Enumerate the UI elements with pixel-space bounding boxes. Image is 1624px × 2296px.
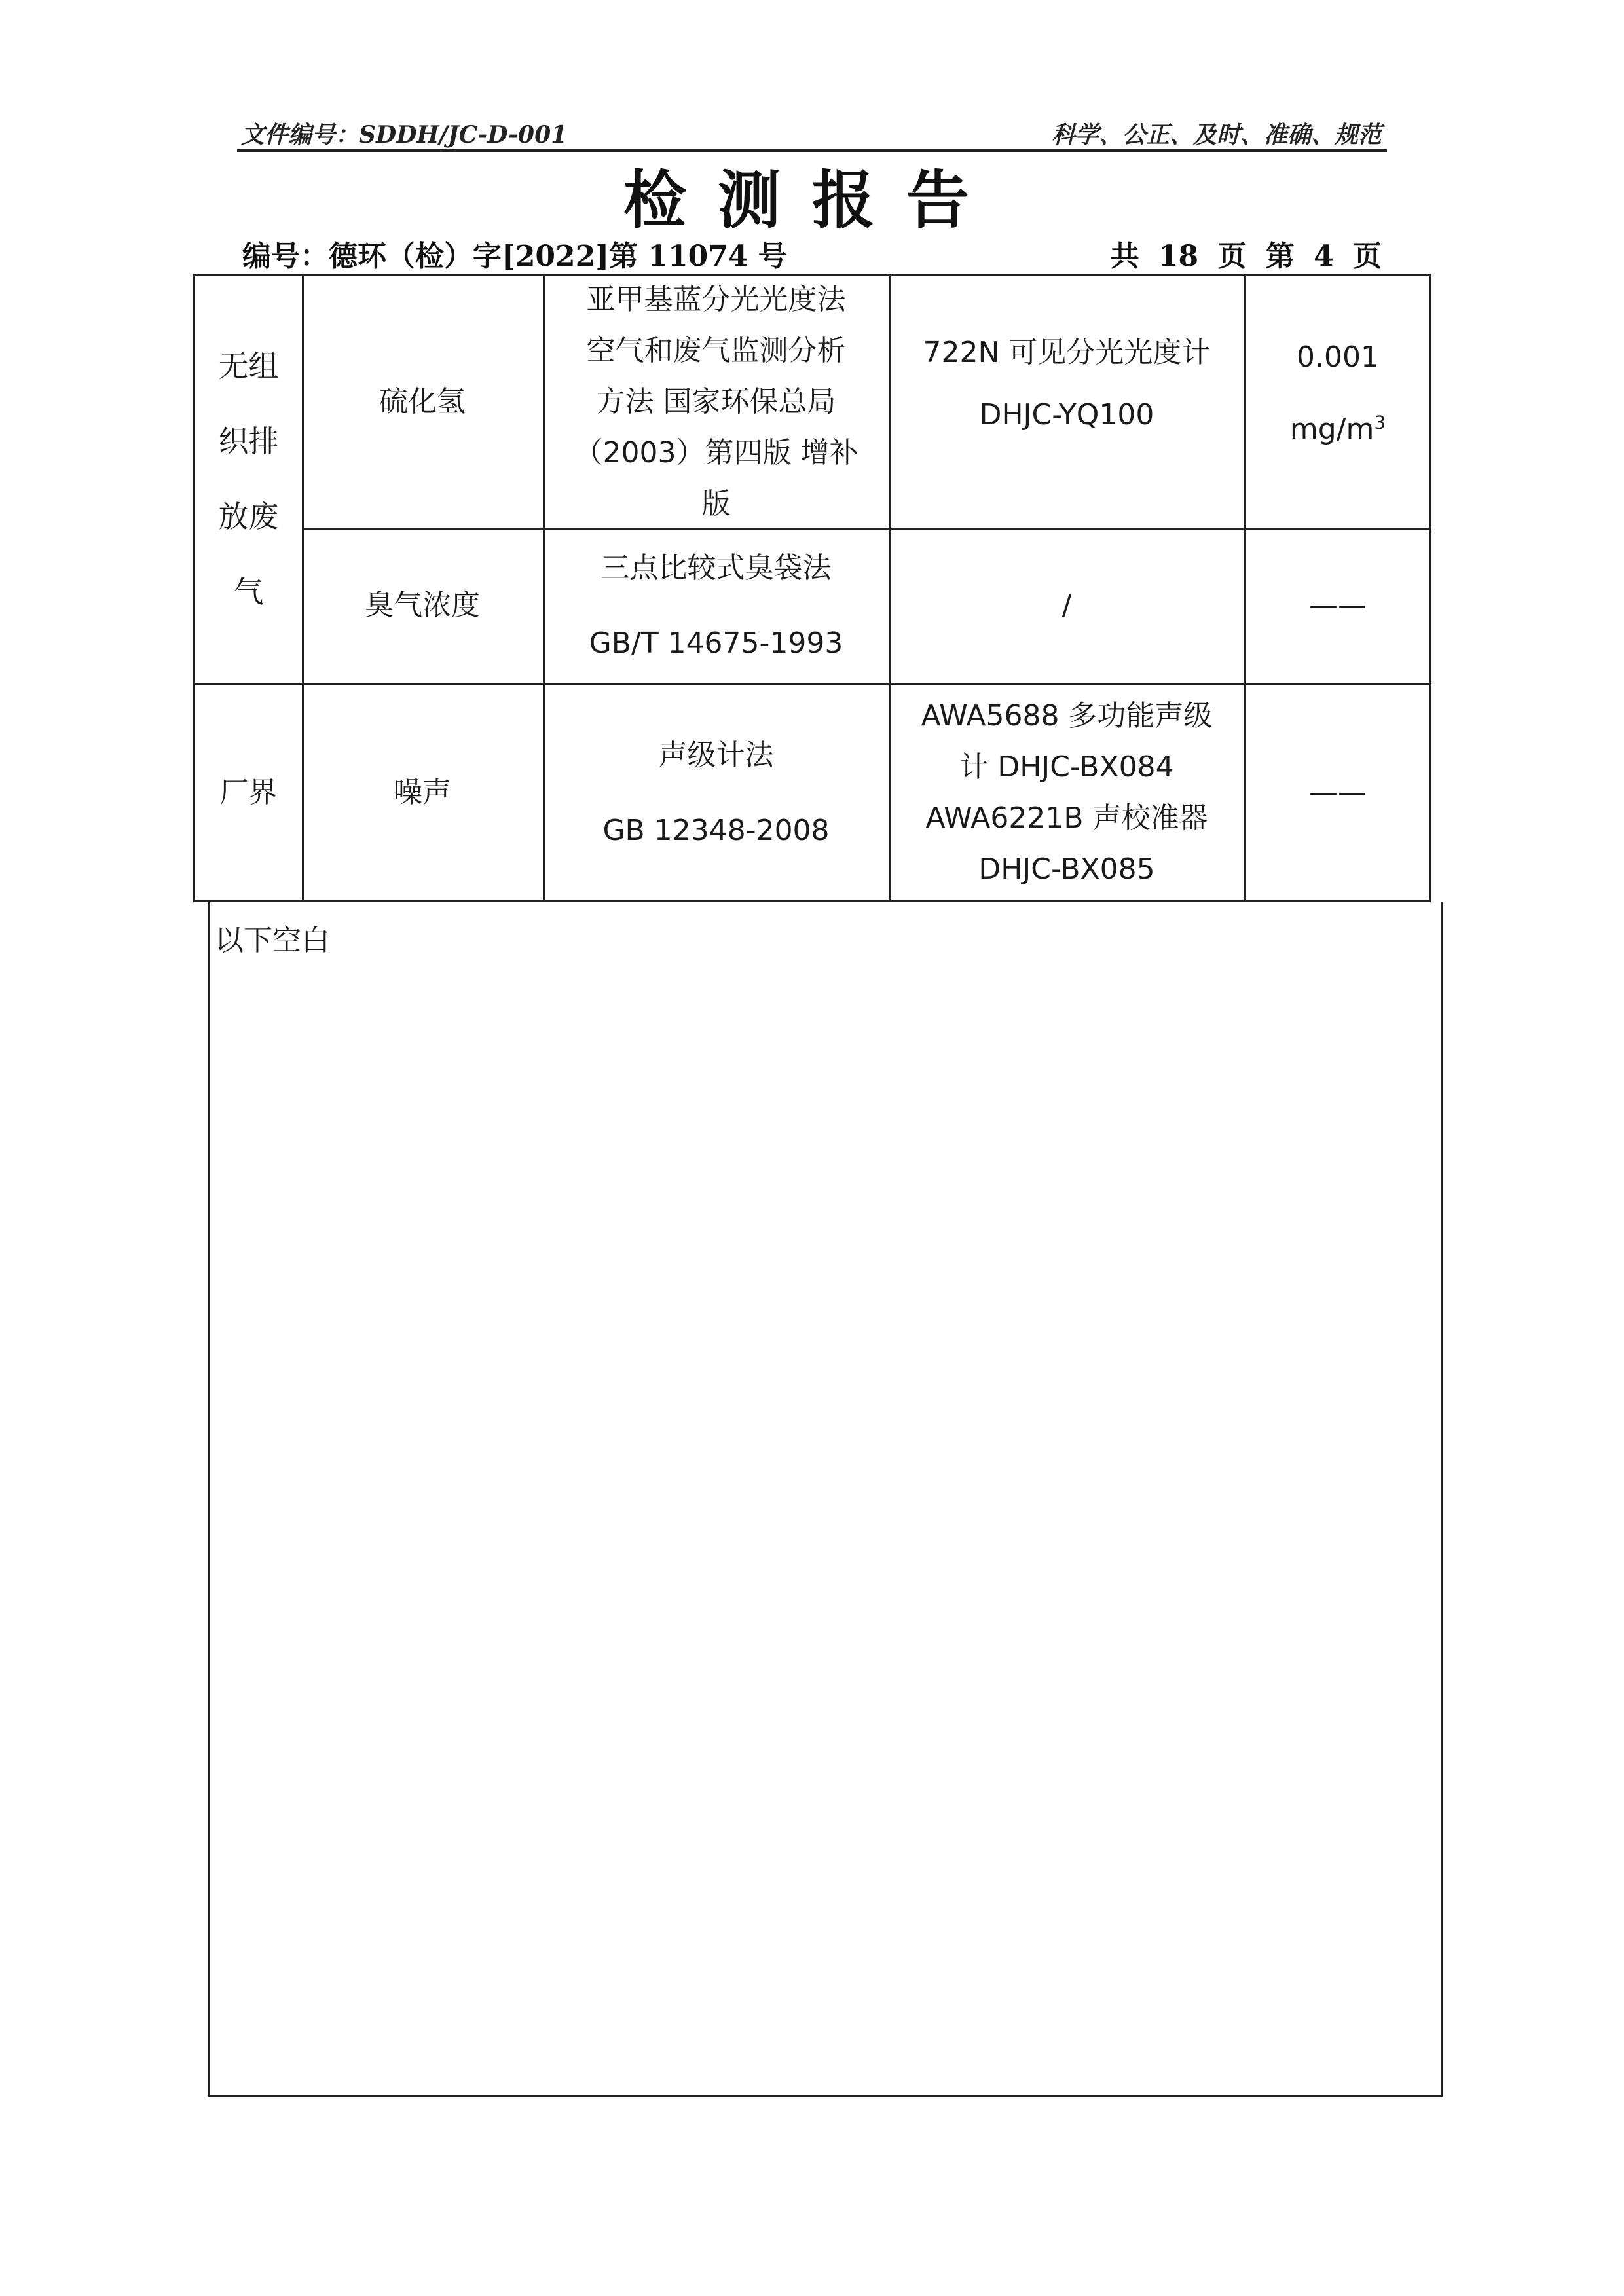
method-line: 亚甲基蓝分光光度法 xyxy=(586,282,846,316)
limit-value: —— xyxy=(1309,588,1367,622)
table-cell-limit xyxy=(1244,276,1431,528)
motto: 科学、公正、及时、准确、规范 xyxy=(1051,121,1382,149)
blank-area xyxy=(208,902,1443,2097)
blank-note: 以下空白 xyxy=(215,924,330,957)
document-title: 检测报告 xyxy=(623,163,1001,237)
instrument-line: DHJC-BX085 xyxy=(978,852,1155,886)
table-cell-item xyxy=(302,683,543,902)
limit-value: 0.001 xyxy=(1297,340,1379,374)
category-line: 放废 xyxy=(218,499,279,534)
category-line: 无组 xyxy=(218,348,279,384)
table-cell-instrument xyxy=(889,683,1244,902)
report-number: 编号：德环（检）字[2022]第 11074 号 xyxy=(242,240,787,273)
table-cell-item xyxy=(302,528,543,683)
item-label: 噪声 xyxy=(394,775,451,809)
method-line: 声级计法 xyxy=(658,738,774,772)
method-line: （2003）第四版 增补 xyxy=(574,435,858,469)
table-cell-item xyxy=(302,276,543,528)
page-count: 共 18 页 第 4 页 xyxy=(1110,240,1382,273)
instrument-line: AWA6221B 声校准器 xyxy=(925,801,1208,835)
method-table xyxy=(193,274,1431,902)
category-line: 气 xyxy=(233,574,264,610)
table-cell-limit xyxy=(1244,683,1431,902)
method-line: 空气和废气监测分析 xyxy=(586,333,846,367)
method-line: 三点比较式臭袋法 xyxy=(600,551,832,585)
instrument-line: / xyxy=(1061,588,1072,622)
method-line: GB/T 14675-1993 xyxy=(589,626,843,660)
table-cell-instrument xyxy=(889,528,1244,683)
instrument-line: 722N 可见分光光度计 xyxy=(923,336,1211,369)
file-number: 文件编号：SDDH/JC-D-001 xyxy=(241,121,568,149)
method-line: 方法 国家环保总局 xyxy=(596,384,836,418)
table-cell-method xyxy=(543,276,889,528)
table-cell-method xyxy=(543,683,889,902)
table-cell-category xyxy=(195,683,302,902)
item-label: 臭气浓度 xyxy=(365,588,480,622)
category-line: 织排 xyxy=(218,424,279,459)
table-cell-instrument xyxy=(889,276,1244,528)
instrument-line: DHJC-YQ100 xyxy=(979,398,1154,431)
table-cell-limit xyxy=(1244,528,1431,683)
unit-superscript: 3 xyxy=(1374,411,1386,433)
limit-unit: $mg/m^3$ xyxy=(1289,411,1386,446)
method-line: GB 12348-2008 xyxy=(602,813,830,847)
limit-value: —— xyxy=(1309,775,1367,809)
table-cell-category xyxy=(195,276,302,683)
category-line: 厂界 xyxy=(219,775,278,809)
table-cell-method xyxy=(543,528,889,683)
instrument-line: AWA5688 多功能声级 xyxy=(921,699,1213,733)
method-line: 版 xyxy=(701,486,731,520)
item-label: 硫化氢 xyxy=(379,384,466,418)
instrument-line: 计 DHJC-BX084 xyxy=(959,750,1174,784)
